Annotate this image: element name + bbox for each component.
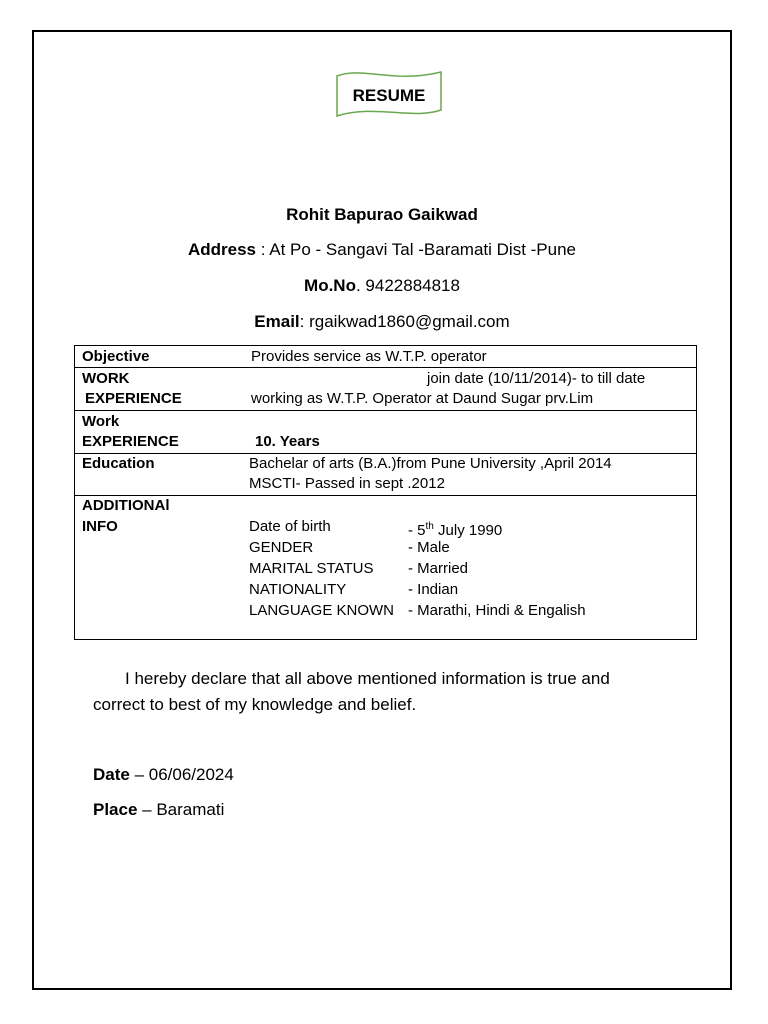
info-value: - Indian: [408, 581, 459, 598]
education-value: Bachelar of arts (B.A.)from Pune University ,April 2014: [249, 455, 612, 472]
resume-table: [74, 345, 697, 640]
date-line: [93, 765, 234, 785]
info-value: - Male: [408, 539, 450, 556]
table-divider: [75, 410, 696, 411]
banner-title: RESUME: [352, 86, 426, 105]
email-value: : rgaikwad1860@gmail.com: [299, 312, 510, 331]
declaration-line: I hereby declare that all above mentioned information is true and: [125, 669, 610, 688]
work-label: WORK: [82, 370, 130, 387]
info-key: Date of birth: [249, 518, 331, 535]
additional-info-label: INFO: [82, 518, 118, 535]
place-label: Place: [93, 800, 138, 819]
address-label: Address: [187, 240, 257, 259]
info-value: - 5th July 1990: [408, 521, 503, 539]
objective-value: Provides service as W.T.P. operator: [251, 348, 487, 365]
experience-value: 10. Years: [255, 433, 320, 450]
resume-banner: [333, 68, 445, 120]
work-value: join date (10/11/2014)- to till date: [427, 370, 646, 387]
info-value: - Marathi, Hindi & Engalish: [408, 602, 586, 619]
place-value: – Baramati: [137, 800, 225, 819]
info-key: NATIONALITY: [249, 581, 347, 598]
email-line: [32, 312, 732, 332]
info-key: LANGUAGE KNOWN: [249, 602, 395, 619]
declaration: [93, 666, 693, 718]
experience-label: EXPERIENCE: [82, 433, 179, 450]
info-key: MARITAL STATUS: [249, 560, 374, 577]
info-key: GENDER: [249, 539, 314, 556]
education-label: Education: [82, 455, 155, 472]
experience-label: Work: [82, 413, 120, 430]
place-line: [93, 800, 224, 820]
date-value: – 06/06/2024: [129, 765, 234, 784]
address-line: [32, 240, 732, 260]
additional-info-label: ADDITIONAl: [82, 497, 170, 514]
candidate-name: Rohit Bapurao Gaikwad: [286, 205, 478, 224]
date-label: Date: [93, 765, 130, 784]
email-label: Email: [254, 312, 300, 331]
work-label: EXPERIENCE: [85, 390, 182, 407]
declaration-line: correct to best of my knowledge and belief.: [93, 695, 417, 714]
info-value: - Married: [408, 560, 469, 577]
objective-label: Objective: [82, 348, 150, 365]
education-value: MSCTI- Passed in sept .2012: [249, 475, 445, 492]
address-value: : At Po - Sangavi Tal -Baramati Dist -Pune: [256, 240, 577, 259]
mobile-line: [32, 276, 732, 296]
mobile-value: . 9422884818: [355, 276, 460, 295]
work-value: working as W.T.P. Operator at Daund Sugar prv.Lim: [251, 390, 594, 407]
mobile-label: Mo.No: [304, 276, 356, 295]
